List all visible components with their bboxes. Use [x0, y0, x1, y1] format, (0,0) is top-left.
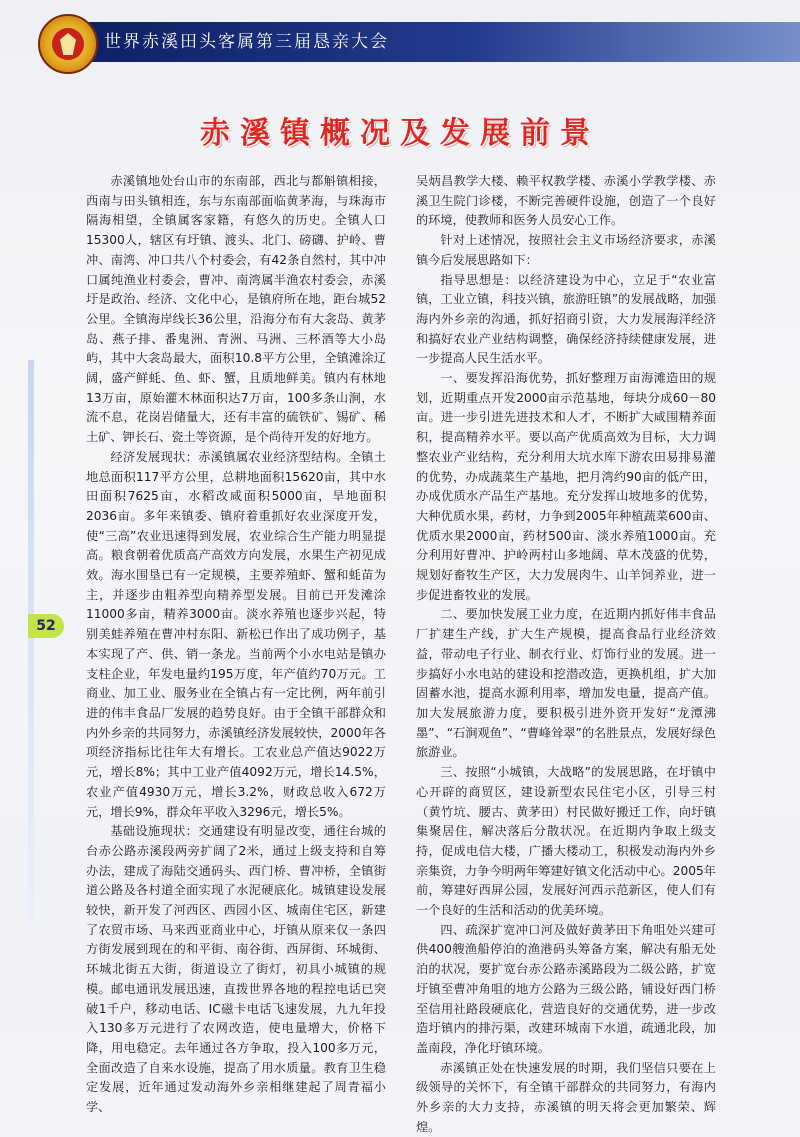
- conference-logo-icon: [38, 14, 98, 74]
- paragraph-point-3: 三、按照“小城镇，大战略”的发展思路，在圩镇中心开辟的商贸区，建设新型农民住宅小区，引导三村（黄竹坑、腰古、黄茅田）村民做好搬迁工作，向圩镇集聚居住，解决落后分散状况。在近期内争取上级支持，促成电信大楼，广播大楼动工，积极发动海内外乡亲集资，力争今明两年筹建好镇文化活动中心。2005年前，筹建好西屏公园，发展好河西示范新区，使人们有一个良好的生活和活动的优美环境。: [416, 765, 716, 918]
- paragraph-economy: 经济发展现状：赤溪镇属农业经济型结构。全镇土地总面积117平方公里，总耕地面积15620亩，其中水田面积7625亩，水稻改咸面积5000亩，旱地面积2036亩。多年来镇委、镇府着重抓好农业深度开发，使“三高”农业迅速得到发展，农业综合生产能力明显提高。粮食朝着优质高产高效方向发展，水果生产初见成效。海水围垦已有一定规模，主要养殖虾、蟹和蚝苗为主，并逐步由粗养型向精养型发展。目前已开发滩涂11000多亩，精养3000亩。淡水养殖也逐步兴起，特别美蛙养殖在曹冲村东阳、新松已作出了成功例子，基本实现了产、供、销一条龙。当前两个小水电站是镇办支柱企业，年发电量约195万度，年产值约70万元。工商业、加工业、服务业在全镇占有一定比例，两年前引进的伟丰食品厂发展的趋势良好。由于全镇干部群众和内外乡亲的共同努力，赤溪镇经济发展较快，2000年各项经济指标比往年大有增长。工农业总产值达9022万元，增长8%；其中工业产值4092万元，增长14.5%，农业产值4930万元，增长3.2%，财政总收入672万元，增长9%，群众年平收入3296元，增长5%。: [86, 449, 386, 819]
- paragraph-point-4: 四、疏深扩宽冲口河及做好黄茅田下角咀处兴建可供400艘渔船停泊的渔港码头筹备方案，解决有船无处泊的状况，要扩宽台赤公路赤溪路段为二级公路，扩宽圩镇至曹冲角咀的地方公路为三级公路，铺设好西门桥至信用社路段硬底化，营造良好的交通优势，进一步改造圩镇内的排污渠，改建环城南下水道，疏通北段，加盖南段，净化圩镇环境。: [416, 922, 716, 1055]
- paragraph-intro: 针对上述情况，按照社会主义市场经济要求，赤溪镇今后发展思路如下：: [416, 233, 716, 267]
- right-column: [416, 172, 716, 1137]
- header-title: 世界赤溪田头客属第三届恳亲大会: [104, 32, 389, 52]
- left-column: [86, 172, 386, 1118]
- paragraph-guiding-idea: 指导思想是：以经济建设为中心，立足于“农业富镇，工业立镇，科技兴镇，旅游旺镇”的发展战略，加强海内外乡亲的沟通，抓好招商引资，大力发展海洋经济和搞好农业产业结构调整，确保经济持续健康发展，进一步提高人民生活水平。: [416, 272, 716, 366]
- paragraph-point-1: 一、要发挥沿海优势，抓好整理万亩海滩造田的规划，近期重点开发2000亩示范基地，每块分成60－80亩。进一步引进先进技术和人才，不断扩大咸围精养面积，提高精养水平。要以高产优质高效为目标，大力调整农业产业结构，充分利用大坑水库下游农田易排易灌的优势，办成蔬菜生产基地，把月湾约90亩的低产田，办成优质水产品生产基地。充分发挥山坡地多的优势，大种优质水果，药材，力争到2005年种植蔬菜600亩、优质水果2000亩，药材500亩、淡水养殖1000亩。充分利用好曹冲、护岭两村山多地阔、草木茂盛的优势，规划好畜牧生产区，大力发展肉牛、山羊饲养业，进一步促进畜牧业的发展。: [416, 371, 716, 602]
- article-title: 赤溪镇概况及发展前景: [200, 116, 600, 151]
- paragraph-infrastructure: 基础设施现状：交通建设有明显改变，通往台城的台赤公路赤溪段两旁扩阔了2米，通过上级支持和自筹办法，建成了海陆交通码头、西门桥、曹冲桥，全镇街道公路及各村道全面实现了水泥硬底化。城镇建设发展较快，新开发了河西区、西园小区、城南住宅区，新建了农贸市场、马来西亚商业中心，圩镇从原来仅一条四方街发展到现在的和平街、南谷街、西屏街、环城街、环城北街五大街，街道设立了街灯，初具小城镇的规模。邮电通讯发展迅速，直拨世界各地的程控电话已突破1千户，移动电话、IC磁卡电话飞速发展，九九年投入130多万元进行了农网改造，使电量增大，价格下降，用电稳定。去年通过各方争取，投入100多万元，全面改造了自来水设施，提高了用水质量。教育卫生稳定发展，近年通过发动海外乡亲相继建起了周青福小学、: [86, 824, 386, 1115]
- paragraph-conclusion: 赤溪镇正处在快速发展的时期，我们坚信只要在上级领导的关怀下，有全镇干部群众的共同努力，有海内外乡亲的大力支持，赤溪镇的明天将会更加繁荣、辉煌。: [416, 1060, 716, 1134]
- left-edge-strip: [28, 360, 34, 920]
- page-number: 52: [28, 614, 64, 638]
- paragraph-point-2: 二、要加快发展工业力度，在近期内抓好伟丰食品厂扩建生产线，扩大生产规模，提高食品行业经济效益，带动电子行业、制衣行业、灯饰行业的发展。进一步搞好小水电站的建设和挖潜改造，更换机组，扩大加固蓄水池，提高水源利用率，增加发电量，提高产值。加大发展旅游力度，要积极引进外资开发好“龙潭沸墨”、“石涧观鱼”、“曹峰耸翠”的名胜景点，发展好绿色旅游业。: [416, 607, 716, 760]
- paragraph-continued: 吴炳昌教学大楼、赖平权教学楼、赤溪小学教学楼、赤溪卫生院门诊楼，不断完善硬件设施，创造了一个良好的环境，使教师和医务人员安心工作。: [416, 174, 716, 228]
- paragraph-overview: 赤溪镇地处台山市的东南部，西北与都斛镇相接，西南与田头镇相连，东与东南部面临黄茅海，与珠海市隔海相望，全镇属客家籍，有悠久的历史。全镇人口15300人，辖区有圩镇、渡头、北门、磅礴、护岭、曹冲、南湾、冲口共八个村委会，有42条自然村，其中冲口属纯渔业村委会，曹冲、南湾属半渔农村委会，赤溪圩是政治、经济、文化中心，是镇府所在地，距台城52公里。全镇海岸线长36公里，沿海分布有大衾岛、黄茅岛、燕子排、番鬼洲、青洲、马洲、三杯酒等大小岛屿，其中大衾岛最大，面积10.8平方公里，全镇滩涂辽阔，盛产鲜蚝、鱼、虾、蟹，且质地鲜美。镇内有林地13万亩，原始灌木林面积达7万亩，100多条山涧，水流不息，花岗岩储量大，还有丰富的硫铁矿、锡矿、稀土矿、钾长石、瓷土等资源，是个尚待开发的好地方。: [86, 174, 386, 445]
